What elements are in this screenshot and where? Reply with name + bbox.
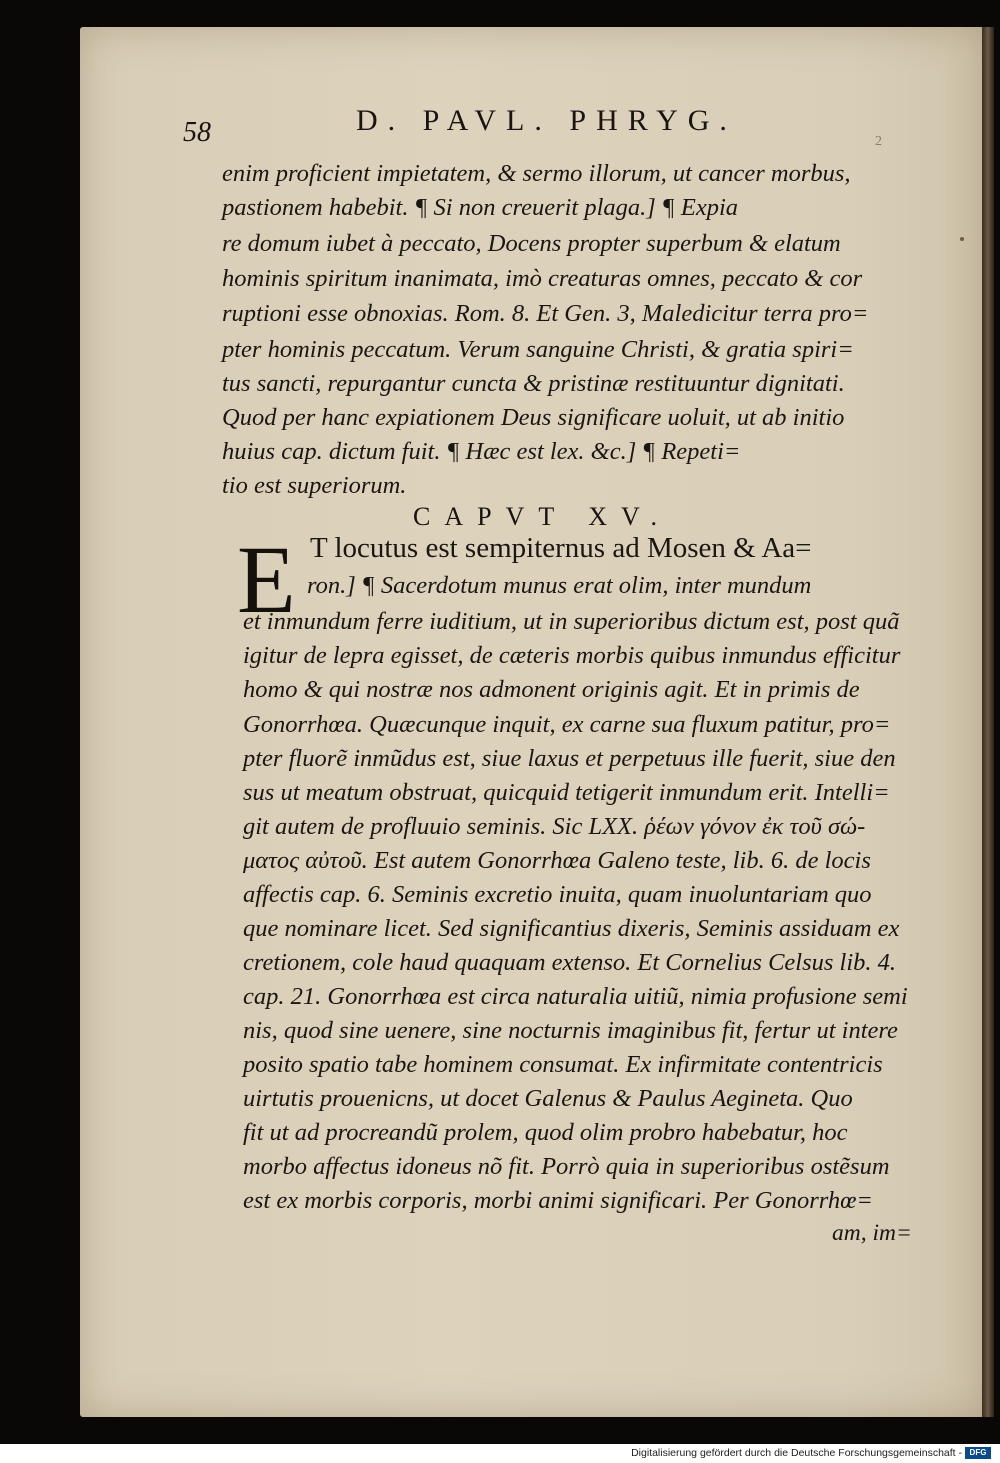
margin-mark: 2 [875,134,882,149]
body-line: hominis spiritum inanimata, imò creaturas omnes, peccato & cor [222,265,863,292]
body-line: nis, quod sine uenere, sine nocturnis imaginibus fit, fertur ut intere [243,1017,898,1044]
body-line: Gonorrhœa. Quæcunque inquit, ex carne sua fluxum patitur, pro= [243,711,891,738]
body-line: git autem de profluuio seminis. Sic LXX. ῥέων γόνον ἐκ τοῦ σώ- [243,813,866,840]
body-line: est ex morbis corporis, morbi animi significari. Per Gonorrhœ= [243,1187,873,1214]
body-line: ματος αὐτοῦ. Est autem Gonorrhœa Galeno teste, lib. 6. de locis [243,847,871,874]
body-line: fit ut ad procreandũ prolem, quod olim probro habebatur, hoc [243,1119,848,1146]
ink-spot [960,237,964,241]
running-head: D. PAVL. PHRYG. [356,104,737,137]
dfg-logo[interactable]: DFG [965,1447,991,1459]
body-line: enim proficient impietatem, & sermo illorum, ut cancer morbus, [222,160,851,187]
body-line: ron.] ¶ Sacerdotum munus erat olim, inter mundum [307,572,812,599]
funding-notice: Digitalisierung gefördert durch die Deutsche Forschungsgemeinschaft - [631,1447,962,1459]
body-line: sus ut meatum obstruat, quicquid tetigerit inmundum erit. Intelli= [243,779,890,806]
body-line: pter fluorẽ inmũdus est, siue laxus et perpetuus ille fuerit, siue den [243,745,896,772]
body-line: cretionem, cole haud quaquam extenso. Et Cornelius Celsus lib. 4. [243,949,897,976]
body-line: pastionem habebit. ¶ Si non creuerit plaga.] ¶ Expia [222,194,739,221]
body-line: tio est superiorum. [222,472,407,499]
body-line: pter hominis peccatum. Verum sanguine Christi, & gratia spiri= [222,336,854,363]
page-number: 58 [183,117,211,148]
initial-letter: E [237,526,296,633]
body-line: ruptioni esse obnoxias. Rom. 8. Et Gen. 3, Maledicitur terra pro= [222,300,869,327]
page-edge [982,27,994,1417]
body-line: uirtutis prouenicns, ut docet Galenus & Paulus Aegineta. Quo [243,1085,853,1112]
body-line: et inmundum ferre iuditium, ut in superioribus dictum est, post quã [243,608,900,635]
body-line: cap. 21. Gonorrhœa est circa naturalia uitiũ, nimia profusione semi [243,983,908,1010]
body-line: Quod per hanc expiationem Deus significare uoluit, ut ab initio [222,404,845,431]
chapter-first-line: T locutus est sempiternus ad Mosen & Aa= [310,532,812,564]
body-line: re domum iubet à peccato, Docens propter superbum & elatum [222,230,841,257]
chapter-heading: CAPVT XV. [413,502,671,531]
body-line: homo & qui nostræ nos admonent originis agit. Et in primis de [243,676,860,703]
body-line: huius cap. dictum fuit. ¶ Hæc est lex. &c.] ¶ Repeti= [222,438,741,465]
body-line: affectis cap. 6. Seminis excretio inuita, quam inuoluntariam quo [243,881,872,908]
catchword: am, im= [832,1220,912,1246]
body-line: morbo affectus idoneus nõ fit. Porrò quia in superioribus ostẽsum [243,1153,890,1180]
body-line: posito spatio tabe hominem consumat. Ex infirmitate contentricis [243,1051,883,1078]
body-line: tus sancti, repurgantur cuncta & pristinæ restituuntur dignitati. [222,370,845,397]
body-line: que nominare licet. Sed significantius dixeris, Seminis assiduam ex [243,915,900,942]
footer-bar [0,1444,1000,1463]
body-line: igitur de lepra egisset, de cæteris morbis quibus inmundus efficitur [243,642,901,669]
